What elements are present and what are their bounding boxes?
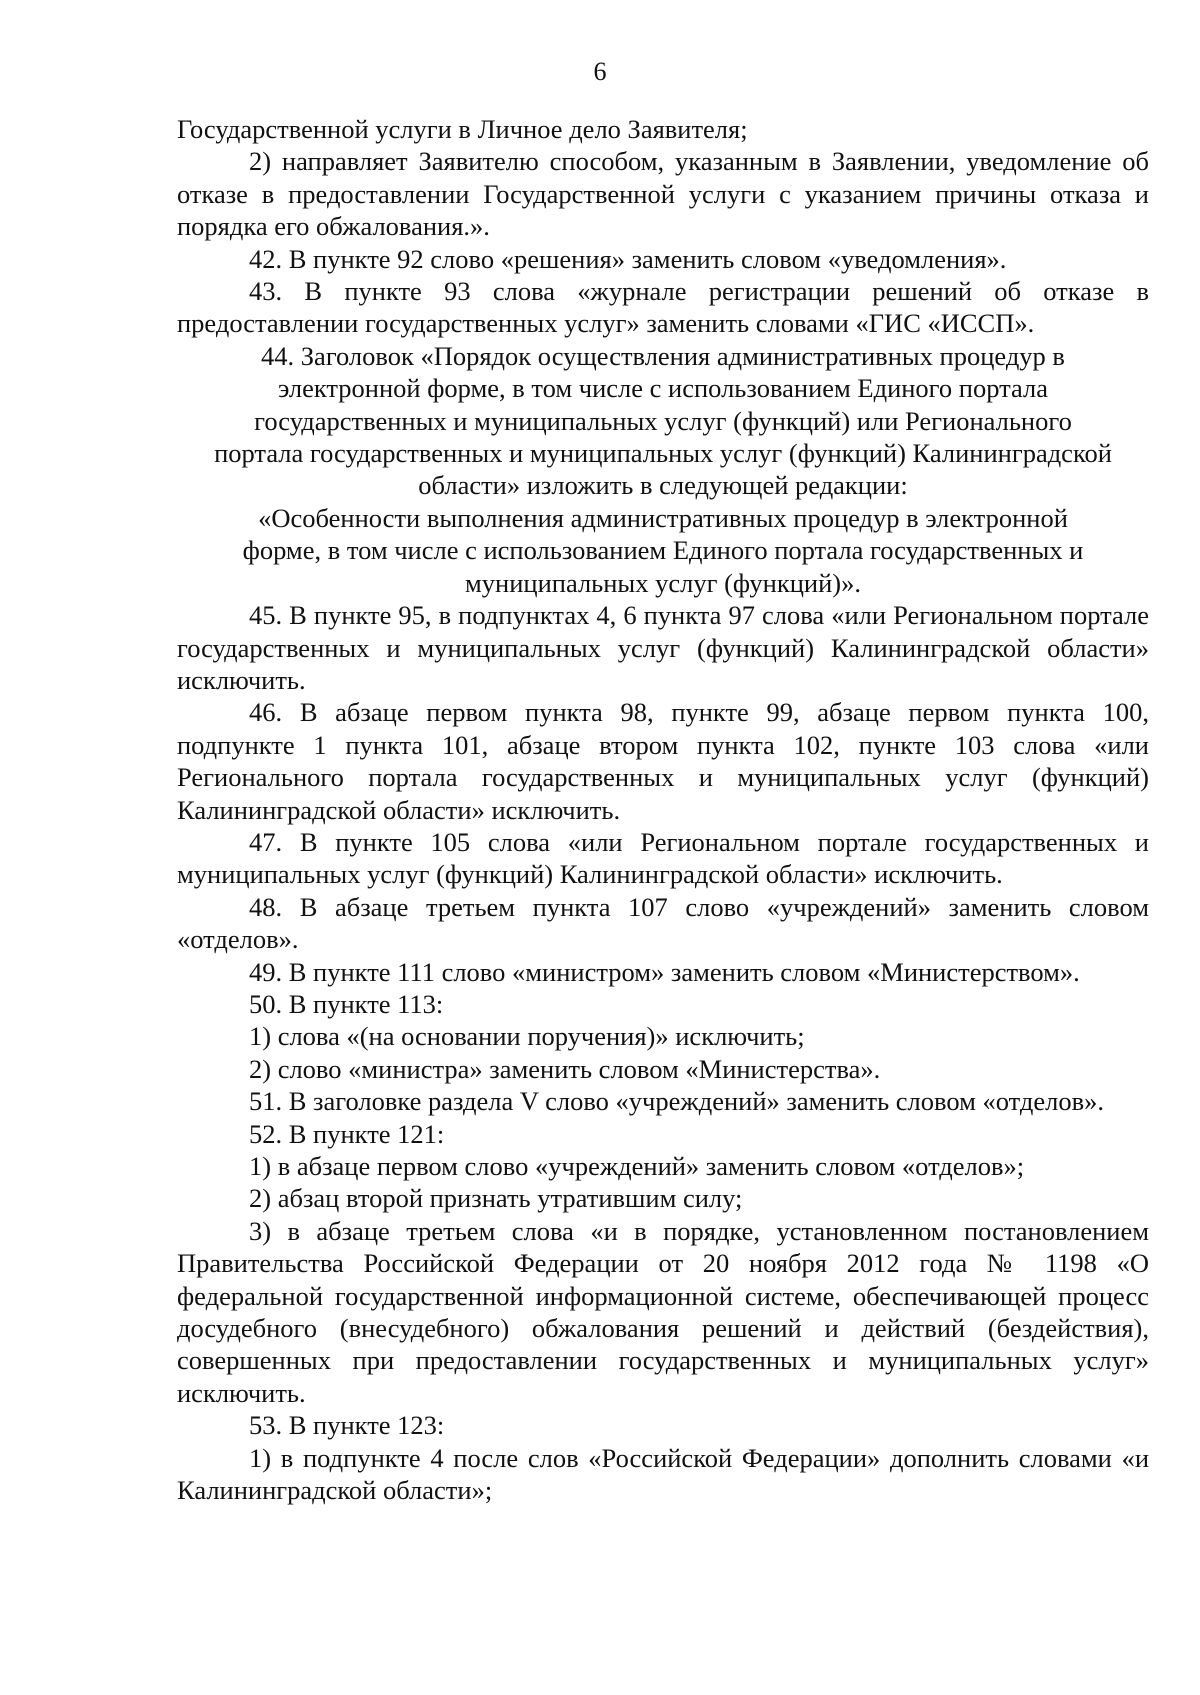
paragraph-item-52-sub-3: 3) в абзаце третьем слова «и в порядке, установленном постановлением Правительства Российской Федерации от 20 ноября 2012 года № 1198 «О федеральной государственной информационной системе, обеспечивающей процесс досудебного (внесудебного) обжалования решений и действий (бездействия), совершенных при предоставлении государственных и муниципальных услуг» исключить. <box>177 1215 1149 1408</box>
item-44-line: электронной форме, в том числе с использованием Единого портала <box>278 373 1048 404</box>
paragraph-item-50-sub-1: 1) слова «(на основании поручения)» исключить; <box>249 1021 805 1052</box>
paragraph-item-43: 43. В пункте 93 слова «журнале регистрации решений об отказе в предоставлении государственных услуг» заменить словами «ГИС «ИССП». <box>177 276 1149 339</box>
paragraph-item-42: 42. В пункте 92 слово «решения» заменить словом «уведомления». <box>249 243 1007 274</box>
page-number: 6 <box>593 57 607 86</box>
paragraph-continuation: Государственной услуги в Личное дело Заявителя; <box>177 114 748 144</box>
paragraph-item-45: 45. В пункте 95, в подпунктах 4, 6 пункта 97 слова «или Региональном портале государственных и муниципальных услуг (функций) Калининградской области» исключить. <box>177 600 1149 695</box>
document-body <box>177 113 1149 1506</box>
paragraph-item-52: 52. В пункте 121: <box>249 1118 445 1149</box>
item-44-line: 44. Заголовок «Порядок осуществления административных процедур в <box>261 340 1065 371</box>
paragraph-item-53-sub-1: 1) в подпункте 4 после слов «Российской Федерации» дополнить словами «и Калининградской области»; <box>177 1442 1149 1506</box>
paragraph-item-48: 48. В абзаце третьем пункта 107 слово «учреждений» заменить словом «отделов». <box>177 891 1149 955</box>
item-44-line: области» изложить в следующей редакции: <box>418 470 908 501</box>
item-44-line: портала государственных и муниципальных услуг (функций) Калининградской <box>214 438 1112 469</box>
paragraph-item-52-sub-1: 1) в абзаце первом слово «учреждений» заменить словом «отделов»; <box>249 1151 1025 1181</box>
paragraph-item-50-sub-2: 2) слово «министра» заменить словом «Министерства». <box>249 1053 881 1084</box>
quote-line: «Особенности выполнения административных процедур в электронной <box>258 502 1068 533</box>
paragraph-item-53: 53. В пункте 123: <box>249 1410 445 1441</box>
paragraph-item-52-sub-2: 2) абзац второй признать утратившим силу; <box>249 1183 743 1214</box>
paragraph-item-51: 51. В заголовке раздела V слово «учреждений» заменить словом «отделов». <box>249 1086 1104 1117</box>
paragraph-item-46: 46. В абзаце первом пункта 98, пункте 99, абзаце первом пункта 100, подпункте 1 пункта 101, абзаце втором пункта 102, пункте 103 слова «или Регионального портала государственных и муниципальных услуг (функций) Калининградской области» исключить. <box>177 697 1149 825</box>
item-44-line: государственных и муниципальных услуг (функций) или Регионального <box>254 405 1072 436</box>
quote-line: форме, в том числе с использованием Единого портала государственных и <box>242 535 1084 566</box>
paragraph-item-49: 49. В пункте 111 слово «министром» заменить словом «Министерством». <box>249 956 1080 987</box>
paragraph-item-50: 50. В пункте 113: <box>249 988 444 1019</box>
paragraph-item-44 <box>177 340 1149 502</box>
paragraph-item-47: 47. В пункте 105 слова «или Региональном портале государственных и муниципальных услуг (функций) Калининградской области» исключить. <box>177 826 1149 890</box>
quote-line: муниципальных услуг (функций)». <box>465 567 861 598</box>
paragraph-subitem-2: 2) направляет Заявителю способом, указанным в Заявлении, уведомление об отказе в предоставлении Государственной услуги с указанием причины отказа и порядка его обжалования.». <box>177 146 1149 242</box>
new-heading-quote <box>177 502 1149 599</box>
